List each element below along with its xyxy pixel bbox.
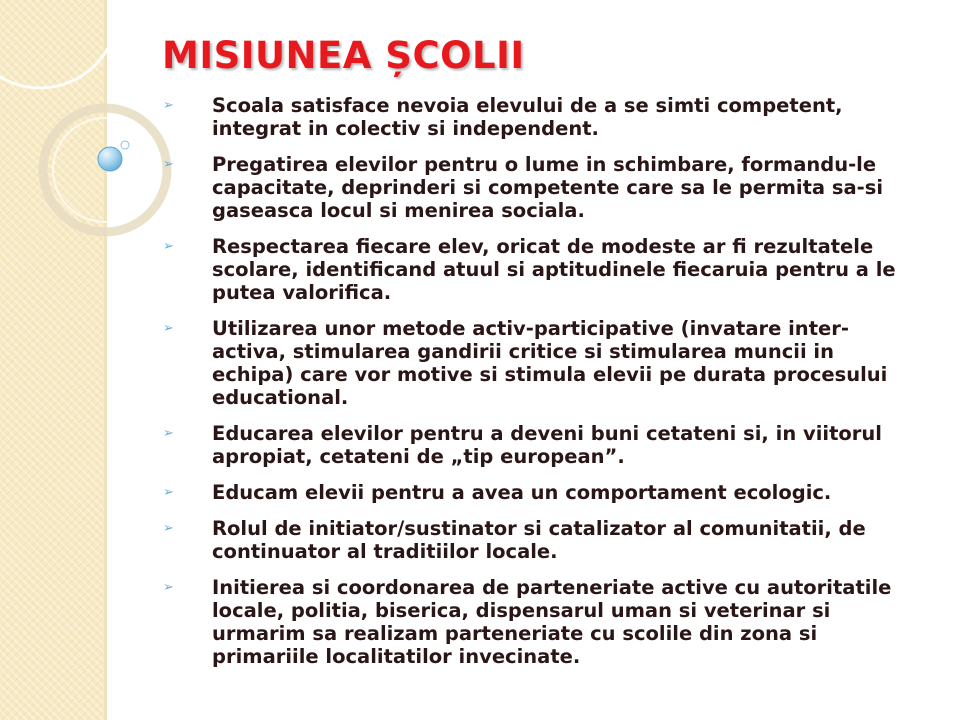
bullet-text: Educam elevii pentru a avea un comportament ecologic.: [212, 481, 832, 504]
bullet-text: Scoala satisface nevoia elevului de a se simti competent, integrat in colectiv si independent.: [212, 94, 843, 140]
chevron-right-icon: ➢: [163, 239, 174, 254]
bullet-text: Respectarea fiecare elev, oricat de modeste ar fi rezultatele scolare, identificand atuul si aptitudinele fiecaruia pentru a le putea valorifica.: [212, 235, 896, 304]
bullet-text: Utilizarea unor metode activ-participative (invatare inter- activa, stimularea gandirii critice si stimularea muncii in echipa) care vor motive si stimula elevii pe durata procesului educational.: [212, 317, 888, 409]
bullet-item: [160, 94, 920, 140]
bullet-text: Pregatirea elevilor pentru o lume in schimbare, formandu-le capacitate, deprinderi si competente care sa le permita sa-si gaseasca locul si menirea sociala.: [212, 153, 884, 222]
deco-ring-large: [0, 0, 118, 88]
bullet-item: [160, 235, 920, 304]
slide-title: MISIUNEA ȘCOLII: [162, 34, 525, 77]
bullet-text: Educarea elevilor pentru a deveni buni cetateni si, in viitorul apropiat, cetateni de „tip european”.: [212, 422, 882, 468]
bullet-text: Rolul de initiator/sustinator si catalizator al comunitatii, de continuator al traditiilor locale.: [212, 517, 866, 563]
chevron-right-icon: ➢: [163, 426, 174, 441]
bullet-text: Initierea si coordonarea de parteneriate active cu autoritatile locale, politia, biserica, dispensarul uman si veterinar si urmarim sa realizam parteneriate cu scolile din zona si primariile localitatilor invecinate.: [212, 576, 892, 668]
bullet-item: [160, 317, 920, 409]
chevron-right-icon: ➢: [163, 157, 174, 172]
chevron-right-icon: ➢: [163, 485, 174, 500]
bullet-list: [160, 94, 920, 681]
bullet-item: [160, 576, 920, 668]
bullet-item: [160, 153, 920, 222]
bullet-item: [160, 422, 920, 468]
bullet-item: [160, 517, 920, 563]
chevron-right-icon: ➢: [163, 98, 174, 113]
chevron-right-icon: ➢: [163, 521, 174, 536]
bullet-item: [160, 481, 920, 504]
chevron-right-icon: ➢: [163, 321, 174, 336]
chevron-right-icon: ➢: [163, 580, 174, 595]
deco-bubble-large: [98, 147, 122, 171]
deco-bubble-small: [121, 141, 129, 149]
